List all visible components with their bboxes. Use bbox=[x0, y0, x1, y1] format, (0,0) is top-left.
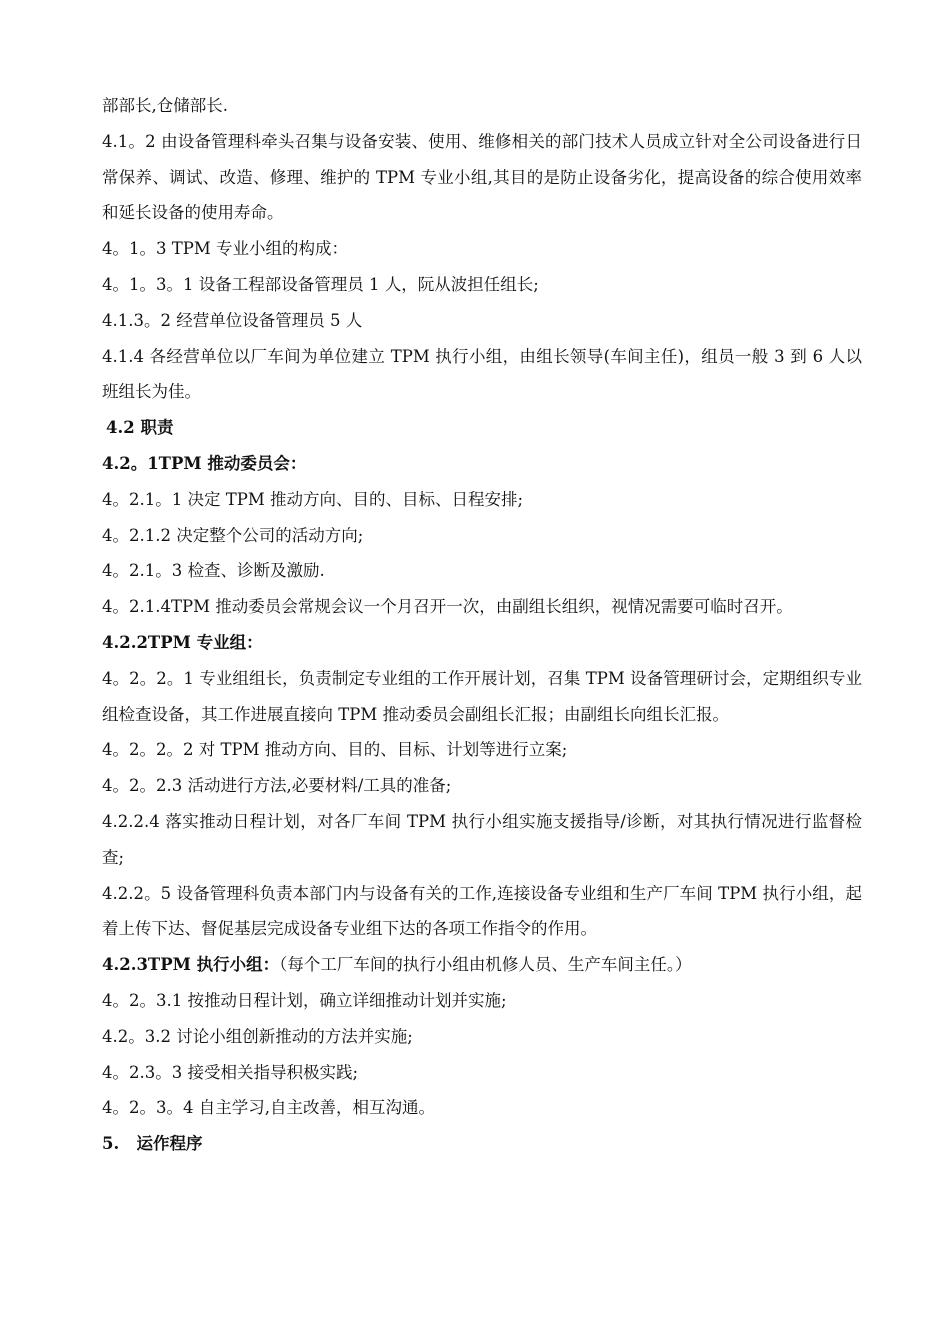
paragraph-4-2-2-1: 4。2。2。1 专业组组长，负责制定专业组的工作开展计划，召集 TPM 设备管理研讨会，定期组织专业组检查设备，其工作进展直接向 TPM 推动委员会副组长汇报；由副组长向组长汇报。 bbox=[102, 668, 862, 724]
paragraph-4-2-2-3: 4。2。2.3 活动进行方法,必要材料/工具的准备; bbox=[102, 776, 452, 796]
paragraph-4-2-1-1: 4。2.1。1 决定 TPM 推动方向、目的、目标、日程安排; bbox=[102, 489, 524, 509]
section-heading-4-2-1: 4.2。1TPM 推动委员会： bbox=[102, 453, 307, 473]
section-heading-4-2-3: 4.2.3TPM 执行小组： bbox=[102, 955, 280, 975]
paragraph-4-2-1-4: 4。2.1.4TPM 推动委员会常规会议一个月召开一次，由副组长组织，视情况需要可临时召开。 bbox=[102, 597, 793, 617]
section-heading-4-2: 4.2 职责 bbox=[106, 418, 174, 438]
section-heading-5: 5. 运作程序 bbox=[102, 1134, 203, 1154]
paragraph-4-1-4: 4.1.4 各经营单位以厂车间为单位建立 TPM 执行小组，由组长领导(车间主任)，组员一般 3 到 6 人以班组长为佳。 bbox=[102, 346, 862, 402]
paragraph-4-1-2: 4.1。2 由设备管理科牵头召集与设备安装、使用、维修相关的部门技术人员成立针对全公司设备进行日常保养、调试、改造、修理、维护的 TPM 专业小组,其目的是防止设备劣化，提高设备的综合使用效率和延长设备的使用寿命。 bbox=[102, 131, 862, 223]
paragraph-continuation: 部部长,仓储部长. bbox=[102, 96, 228, 115]
paragraph-4-2-2-5: 4.2.2。5 设备管理科负责本部门内与设备有关的工作,连接设备专业组和生产厂车间 TPM 执行小组，起着上传下达、督促基层完成设备专业组下达的各项工作指令的作用。 bbox=[102, 883, 862, 939]
paragraph-4-2-2-4: 4.2.2.4 落实推动日程计划，对各厂车间 TPM 执行小组实施支援指导/诊断，对其执行情况进行监督检查; bbox=[102, 811, 862, 867]
section-heading-4-2-2: 4.2.2TPM 专业组： bbox=[102, 632, 263, 652]
paragraph-4-1-3: 4。1。3 TPM 专业小组的构成： bbox=[102, 239, 348, 259]
document-page bbox=[102, 88, 862, 1162]
paragraph-4-2-3-3: 4。2.3。3 接受相关指导积极实践; bbox=[102, 1062, 359, 1082]
paragraph-4-2-2-2: 4。2。2。2 对 TPM 推动方向、目的、目标、计划等进行立案; bbox=[102, 740, 568, 760]
paragraph-4-2-1-2: 4。2.1.2 决定整个公司的活动方向; bbox=[102, 525, 364, 545]
paragraph-4-2-1-3: 4。2.1。3 检查、诊断及激励. bbox=[102, 561, 325, 581]
paragraph-4-2-3-2: 4.2。3.2 讨论小组创新推动的方法并实施; bbox=[102, 1026, 413, 1046]
paragraph-4-1-3-1: 4。1。3。1 设备工程部设备管理员 1 人，阮从波担任组长; bbox=[102, 274, 539, 294]
section-heading-4-2-3-note: （每个工厂车间的执行小组由机修人员、生产车间主任。） bbox=[279, 955, 692, 975]
paragraph-4-2-3-4: 4。2。3。4 自主学习,自主改善，相互沟通。 bbox=[102, 1098, 435, 1118]
paragraph-4-1-3-2: 4.1.3。2 经营单位设备管理员 5 人 bbox=[102, 310, 363, 330]
section-heading-4-2-3-row bbox=[102, 947, 862, 983]
paragraph-4-2-3-1: 4。2。3.1 按推动日程计划，确立详细推动计划并实施; bbox=[102, 990, 507, 1010]
